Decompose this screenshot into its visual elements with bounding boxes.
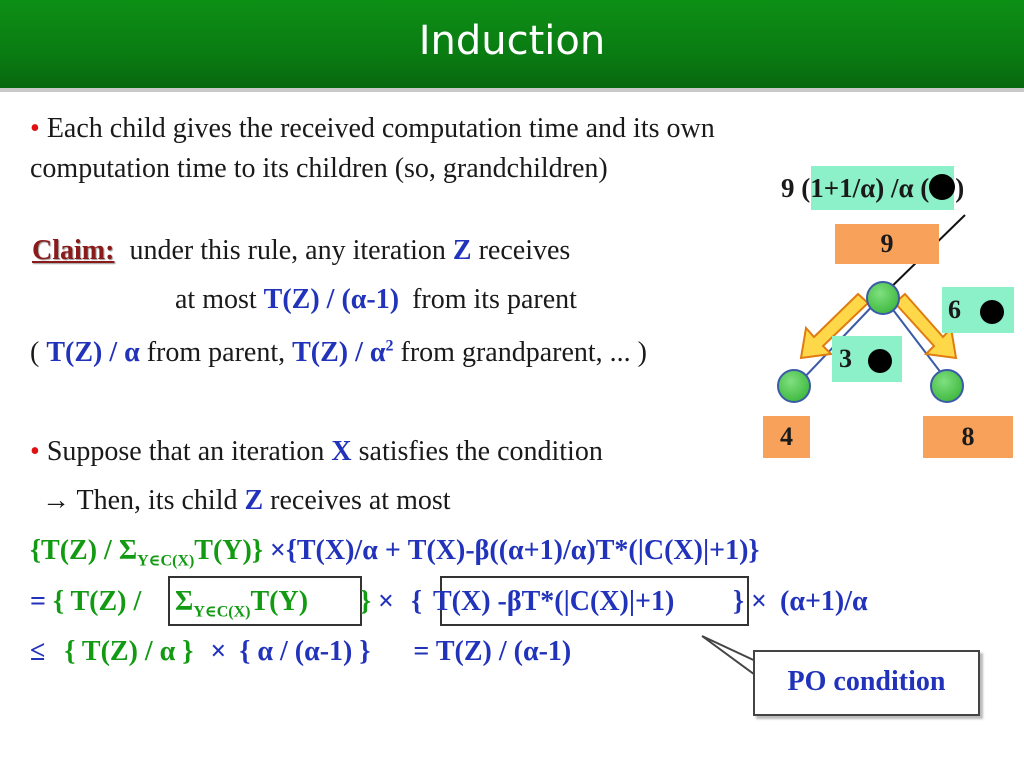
po-condition-callout: PO condition — [753, 650, 980, 716]
black-dot-icon — [929, 174, 955, 200]
equation-2-mid: } × { — [360, 586, 423, 617]
black-dot-icon — [980, 300, 1004, 324]
top-label-text: 9 (1+1/α) /α ( ) — [781, 173, 965, 203]
right-child-node — [930, 369, 964, 403]
equation-2: = { T(Z) / — [30, 586, 142, 617]
leaf-right-label: 8 — [923, 416, 1013, 458]
root-label: 9 — [835, 224, 939, 264]
claim-label: Claim: — [32, 235, 115, 266]
equation-2-sum: $\Sigma_{Y\in C(X)}T(Y)$ — [175, 586, 309, 621]
bullet2: • Suppose that an iteration X satisfies the condition — [30, 436, 603, 467]
arrow-right-icon: → — [42, 485, 70, 516]
then-line: → Then, its child Z receives at most — [42, 485, 451, 516]
left-child-node — [777, 369, 811, 403]
equation-2-end: } × (α+1)/α — [733, 586, 868, 617]
bullet1-line2: computation time to its children (so, grandchildren) — [30, 153, 608, 184]
bullet-marker: • — [30, 113, 40, 144]
bullet-marker: • — [30, 436, 40, 467]
leaf-left-label: 4 — [763, 416, 810, 458]
equation-3: ≤ { T(Z) / α } × { α / (α-1) } = T(Z) / (α-1) — [30, 636, 572, 667]
black-dot-icon — [868, 349, 892, 373]
claim-line3: ( T(Z) / α from parent, $T(Z) / \alpha^2$ from grandparent, ... ) — [30, 337, 647, 368]
bullet1-line1: • Each child gives the received computation time and its own — [30, 113, 715, 144]
right-label-box: 6 — [942, 287, 1014, 333]
claim-line1: Claim: under this rule, any iteration Z receives — [32, 235, 571, 266]
left-label-box: 3 — [832, 336, 902, 382]
root-node — [866, 281, 900, 315]
equation-2-term: T(X) -βT*(|C(X)|+1) — [433, 586, 675, 617]
equation-1: $\{T(Z) / \Sigma_{Y\in C(X)}T(Y)\} \times\{T(X)/\alpha + T(X)-\beta((\alpha+1)/\alpha)T*(|C(X)|+1)\}$ — [30, 535, 760, 570]
slide-title: Induction — [418, 18, 606, 64]
claim-line2: at most T(Z) / (α-1) from its parent — [175, 284, 577, 315]
